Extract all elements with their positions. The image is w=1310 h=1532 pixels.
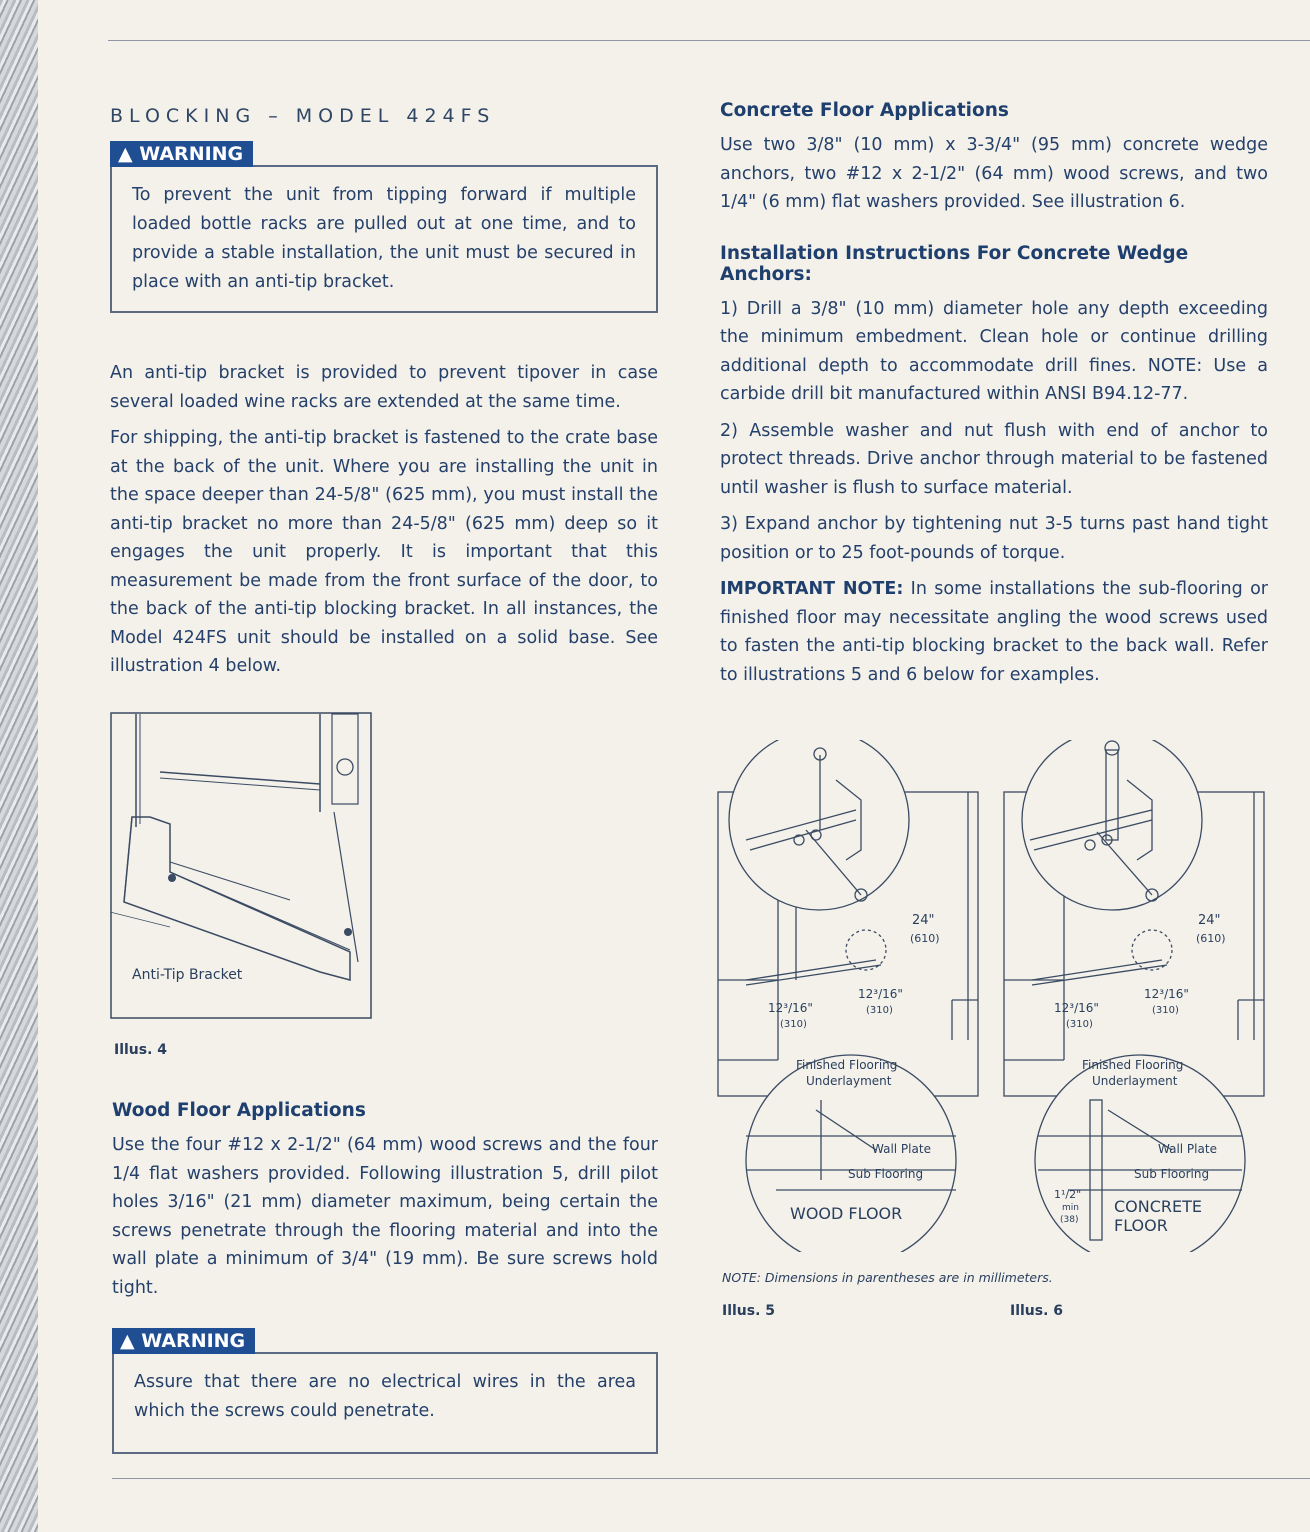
- illustration-4: [110, 712, 372, 1020]
- warning-triangle-icon: ▲: [118, 143, 133, 165]
- illus5-caption: Illus. 5: [722, 1303, 776, 1319]
- illustration-6-drawing: [1002, 740, 1268, 1252]
- warning-tab-1: [110, 141, 253, 167]
- illus6-floor-label-1: CONCRETE: [1114, 1197, 1203, 1216]
- illus6-floor-label-2: FLOOR: [1114, 1216, 1168, 1235]
- illus6-wall-plate: Wall Plate: [1158, 1142, 1217, 1156]
- para-shipping: For shipping, the anti-tip bracket is fastened to the crate base at the back of the unit. Where you are installing the unit in the space deeper than 24-5/8" (625 mm), you must install the anti-tip bracket no more than 24-5/8" (625 mm) deep so it engages the unit properly. It is important that this measurement be made from the front surface of the door, to the back of the anti-tip blocking bracket. In all instances, the Model 424FS unit should be installed on a solid base. See illustration 4 below.: [110, 428, 658, 676]
- illus6-dim-12a-mm: (310): [1066, 1019, 1093, 1030]
- illus6-sub-flooring: Sub Flooring: [1134, 1167, 1210, 1181]
- illus6-finished-flooring: Finished Flooring: [1082, 1058, 1184, 1072]
- illus6-min-word: min: [1062, 1203, 1079, 1213]
- para-anti-tip-intro: An anti-tip bracket is provided to prevent tipover in case several loaded wine racks are extended at the same time.: [110, 363, 658, 412]
- important-note-text: In some installations the sub-flooring or finished floor may necessitate angling the wood screws used to fasten the anti-tip blocking bracket to the back wall. Refer to illustrations 5 and 6 below for examples.: [720, 579, 1268, 685]
- page-edge-texture: [0, 0, 38, 1532]
- step-3: 3) Expand anchor by tightening nut 3-5 turns past hand tight position or to 25 foot-pounds of torque.: [720, 514, 1268, 563]
- warning-box-1: [110, 141, 658, 313]
- warning-text-1: To prevent the unit from tipping forward if multiple loaded bottle racks are pulled out at one time, and to provide a stable installation, the unit must be secured in place with an anti-tip bracket.: [110, 165, 658, 313]
- illus6-dim-12b-mm: (310): [1152, 1005, 1179, 1016]
- illus6-min-dim: 1¹/2": [1054, 1188, 1082, 1201]
- right-column: [720, 100, 1268, 697]
- top-rule: [108, 40, 1310, 41]
- illus5-dim-12b-mm: (310): [866, 1005, 893, 1016]
- illus6-min-mm: (38): [1060, 1215, 1079, 1225]
- illustration-5-drawing: [716, 740, 982, 1252]
- illus5-sub-flooring: Sub Flooring: [848, 1167, 924, 1181]
- illus5-wall-plate: Wall Plate: [872, 1142, 931, 1156]
- wood-floor-text: Use the four #12 x 2-1/2" (64 mm) wood screws and the four 1/4 flat washers provided. Following illustration 5, drill pilot holes 3/16" (21 mm) diameter maximum, being certain the screws penetrate through the flooring material and into the wall plate a minimum of 3/4" (19 mm). Be sure screws hold tight.: [112, 1135, 658, 1298]
- wood-floor-heading: Wood Floor Applications: [112, 1100, 366, 1121]
- wood-floor-section: [112, 1100, 658, 1310]
- illus6-dim-12b: 12³/16": [1144, 987, 1189, 1001]
- illus5-underlayment: Underlayment: [806, 1074, 892, 1088]
- step-2: 2) Assemble washer and nut flush with end of anchor to protect threads. Drive anchor through material to be fastened until washer is flush to surface material.: [720, 420, 1268, 498]
- section-title: BLOCKING – MODEL 424FS: [110, 105, 496, 127]
- illus6-dim-12a: 12³/16": [1054, 1001, 1099, 1015]
- warning-label-2: WARNING: [141, 1330, 246, 1352]
- illus5-floor-label: WOOD FLOOR: [790, 1204, 903, 1223]
- illus5-dim-12b: 12³/16": [858, 987, 903, 1001]
- illus5-dim-12a: 12³/16": [768, 1001, 813, 1015]
- warning-triangle-icon: ▲: [120, 1330, 135, 1352]
- illus4-caption: Illus. 4: [114, 1042, 168, 1058]
- left-column: [110, 105, 658, 689]
- illus6-dim-24-mm: (610): [1196, 932, 1226, 945]
- concrete-floor-text: Use two 3/8" (10 mm) x 3-3/4" (95 mm) concrete wedge anchors, two #12 x 2-1/2" (64 mm) wood screws, and two 1/4" (6 mm) flat washers provided. See illustration 6.: [720, 135, 1268, 212]
- illus5-dim-24: 24": [912, 913, 935, 928]
- illustration-5: [716, 740, 982, 1252]
- dimensions-note: NOTE: Dimensions in parentheses are in millimeters.: [722, 1270, 1053, 1285]
- illus6-underlayment: Underlayment: [1092, 1074, 1178, 1088]
- bottom-rule: [112, 1478, 1310, 1479]
- important-note: [720, 575, 1268, 689]
- illus5-dim-12a-mm: (310): [780, 1019, 807, 1030]
- illus5-dim-24-mm: (610): [910, 932, 940, 945]
- illus6-caption: Illus. 6: [1010, 1303, 1064, 1319]
- illustration-4-drawing: [110, 712, 372, 1020]
- step-1: 1) Drill a 3/8" (10 mm) diameter hole any depth exceeding the minimum embedment. Clean hole or continue drilling additional depth to accommodate drill fines. NOTE: Use a carbide drill bit manufactured within ANSI B94.12-77.: [720, 298, 1268, 404]
- warning-box-2: [112, 1328, 658, 1454]
- warning-tab-2: [112, 1328, 255, 1354]
- important-note-label: IMPORTANT NOTE:: [720, 579, 904, 599]
- illus4-label: Anti-Tip Bracket: [132, 967, 243, 983]
- warning-label-1: WARNING: [139, 143, 244, 165]
- warning-text-2: Assure that there are no electrical wires in the area which the screws could penetrate.: [112, 1352, 658, 1454]
- install-instructions-heading: Installation Instructions For Concrete Wedge Anchors:: [720, 242, 1189, 285]
- concrete-floor-heading: Concrete Floor Applications: [720, 100, 1009, 121]
- illustration-6: [1002, 740, 1268, 1252]
- illus6-dim-24: 24": [1198, 913, 1221, 928]
- illus5-finished-flooring: Finished Flooring: [796, 1058, 898, 1072]
